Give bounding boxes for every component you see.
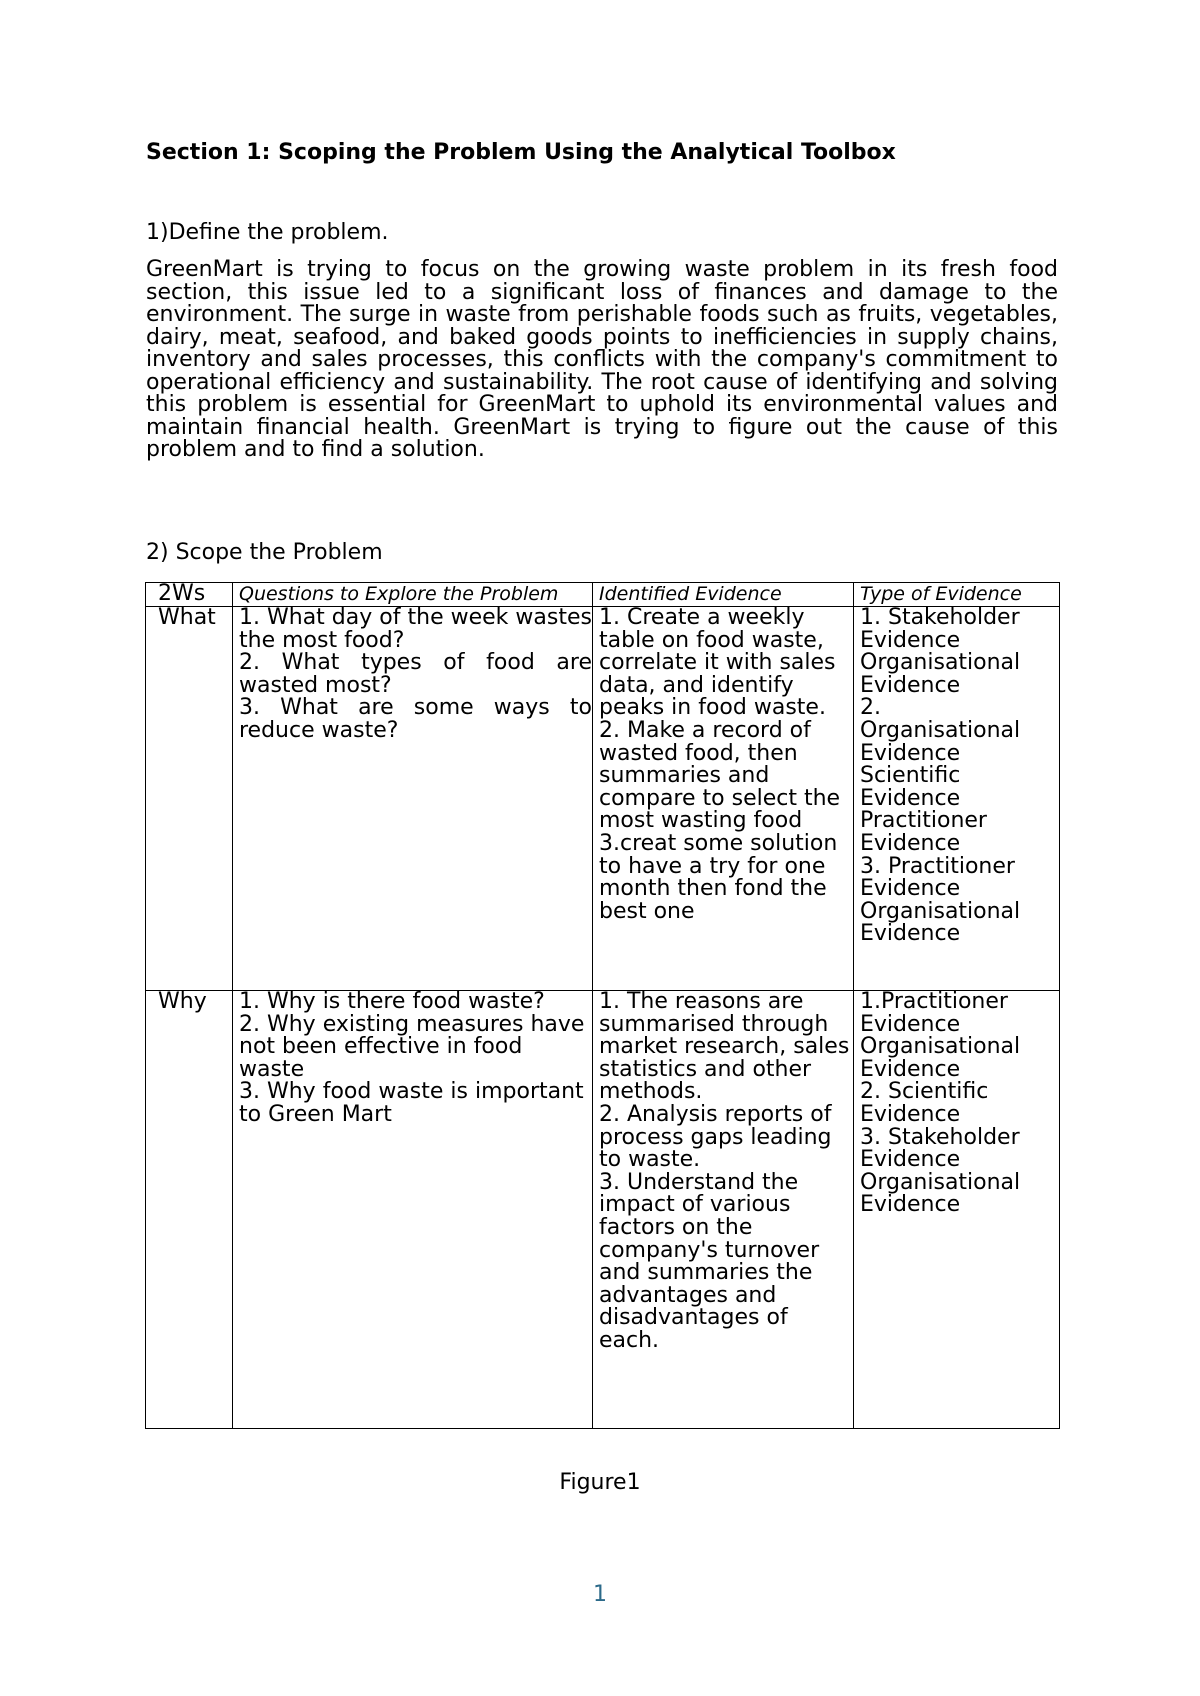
evidence-type-line: Evidence [860,740,961,766]
evidence-type-line: Evidence [860,1011,961,1037]
question-item: 1. Why is there food waste? [239,989,545,1014]
header-type-of-evidence: Type of Evidence [854,583,1060,607]
evidence-type-line: Evidence [860,672,961,698]
evidence-type-line: Evidence [860,627,961,653]
evidence-type-line: 1. Stakeholder [860,605,1020,630]
evidence-cell-what [593,607,854,991]
evidence-type-line: 2. Scientific [860,1079,989,1105]
question-item: 1. What day of the week wastes the most food? [239,605,592,653]
page-number: 1 [593,1582,607,1607]
evidence-type-line: Organisational [860,898,1021,924]
question-item: 2. Why existing measures have not been effective in food waste [239,1011,585,1082]
evidence-type-line: 3. Practitioner [860,853,1015,879]
header-questions: Questions to Explore the Problem [233,583,593,607]
header-evidence: Identified Evidence [593,583,854,607]
scope-table-header-row [146,583,1060,607]
evidence-type-line: Evidence [860,1056,961,1082]
evidence-item: 1. Create a weekly table on food waste, correlate it with sales data, and identify peaks in food waste. [599,605,836,721]
evidence-item: 2. Make a record of wasted food, then summaries and compare to select the most wasting food [599,717,841,834]
table-row-what [146,607,1060,991]
evidence-type-line: Scientific [860,763,961,789]
table-row-why [146,991,1060,1429]
evidence-type-line: Evidence [860,830,961,856]
evidence-type-cell-why [854,991,1060,1429]
evidence-type-line: 3. Stakeholder [860,1124,1020,1150]
scope-problem-heading: 2) Scope the Problem [146,540,383,565]
evidence-type-line: Evidence [860,921,961,947]
evidence-type-line: Evidence [860,1101,961,1127]
row-label-what: What [146,607,233,991]
evidence-type-line: Organisational [860,650,1021,676]
evidence-type-line: Evidence [860,876,961,902]
define-problem-heading: 1)Define the problem. [146,220,389,245]
row-label-why: Why [146,991,233,1429]
evidence-type-line: Organisational [860,1169,1021,1195]
evidence-item: 1. The reasons are summarised through market research, sales statistics and other methods. [599,989,850,1105]
evidence-item: 2. Analysis reports of process gaps leading to waste. [599,1101,832,1173]
questions-cell-what [233,607,593,991]
evidence-type-line: Organisational [860,1034,1021,1060]
questions-cell-why [233,991,593,1429]
evidence-type-line: 1.Practitioner [860,989,1008,1014]
evidence-item: 3.creat some solution to have a try for one month then fond the best one [599,830,838,924]
evidence-type-line: Practitioner [860,808,987,834]
evidence-type-cell-what [854,607,1060,991]
header-2ws: 2Ws [146,583,233,607]
evidence-type-line: Evidence [860,785,961,811]
section-title: Section 1: Scoping the Problem Using the Analytical Toolbox [146,140,896,165]
evidence-type-line: Evidence [860,1147,961,1173]
evidence-item: 3. Understand the impact of various factors on the company's turnover and summaries the advantages and disadvantages of each. [599,1169,820,1353]
evidence-type-line: Evidence [860,1192,961,1218]
question-item: 3. Why food waste is important to Green Mart [239,1079,584,1127]
question-item: 2. What types of food are wasted most? [239,650,592,698]
figure-caption: Figure1 [559,1470,641,1495]
evidence-type-line: 2. [860,695,881,721]
evidence-type-line: Organisational [860,717,1021,743]
question-item: 3. What are some ways to reduce waste? [239,695,592,743]
define-problem-paragraph: GreenMart is trying to focus on the growing waste problem in its fresh food section, this issue led to a significant loss of finances and damage to the environment. The surge in waste from perishable foods such as fruits, vegetables, dairy, meat, seafood, and baked goods points to inefficiencies in supply chains, inventory and sales processes, this conflicts with the company's commitment to operational efficiency and sustainability. The root cause of identifying and solving this problem is essential for GreenMart to uphold its environmental values and maintain financial health. GreenMart is trying to figure out the cause of this problem and to find a solution. [146,257,1058,462]
evidence-cell-why [593,991,854,1429]
scope-table [145,582,1060,1429]
